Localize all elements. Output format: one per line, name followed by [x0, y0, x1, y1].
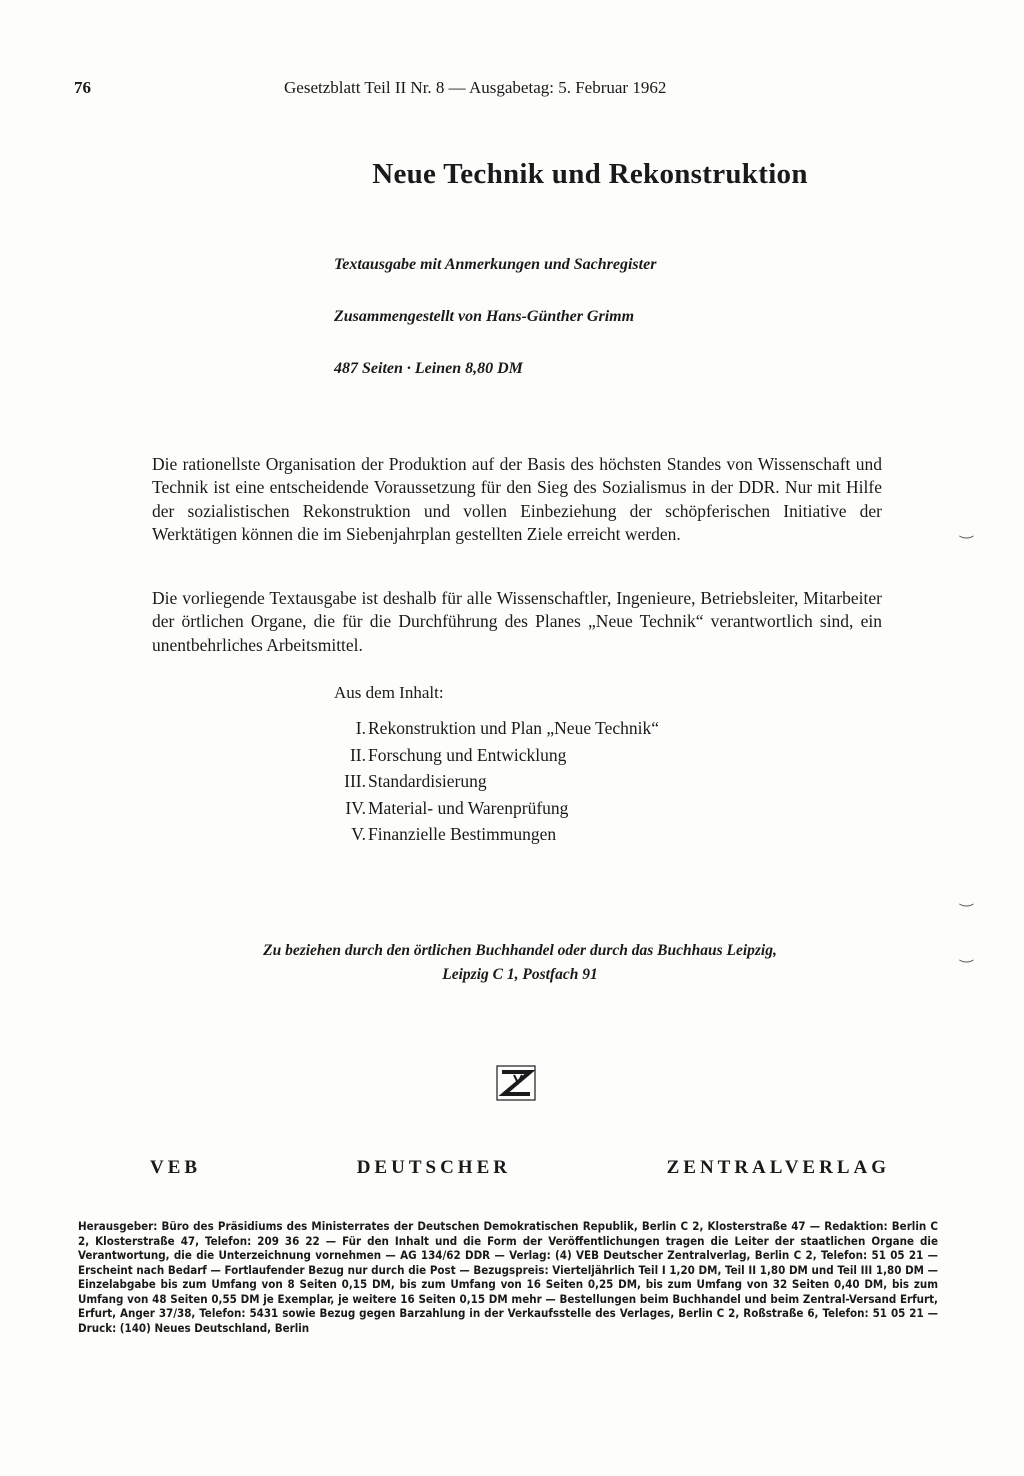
- contents-item-number: V.: [351, 824, 366, 844]
- page-header: [0, 78, 1024, 104]
- ordering-info-line-2: Leipzig C 1, Postfach 91: [442, 966, 598, 983]
- zv-logo-icon: [494, 1063, 538, 1103]
- running-head: Gesetzblatt Teil II Nr. 8 — Ausgabetag: 5. Februar 1962: [284, 78, 667, 97]
- publisher-name: VEB DEUTSCHER ZENTRALVERLAG: [150, 1157, 890, 1178]
- contents-item-label: Material- und Warenprüfung: [368, 797, 569, 818]
- margin-mark: ‿: [960, 890, 973, 907]
- imprint-block: Herausgeber: Büro des Präsidiums des Ministerrates der Deutschen Demokratischen Republik, Berlin C 2, Klosterstraße 47 — Redaktion: Berlin C 2, Klosterstraße 47, Telefon: 209 36 22 — Für den Inhalt und die Form der Veröffentlichungen tragen die Leiter der staatlichen Organe die Verantwortung, die die Unterzeichnung vornehmen — AG 134/62 DDR — Verlag: (4) VEB Deutscher Zentralverlag, Berlin C 2, Telefon: 51 05 21 — Erscheint nach Bedarf — Fortlaufender Bezug nur durch die Post — Bezugspreis: Vierteljährlich Teil I 1,20 DM, Teil II 1,80 DM und Teil III 1,80 DM — Einzelabgabe bis zum Umfang von 8 Seiten 0,15 DM, bis zum Umfang von 16 Seiten 0,25 DM, bis zum Umfang von 32 Seiten 0,40 DM, bis zum Umfang von 48 Seiten 0,55 DM je Exemplar, je weitere 16 Seiten 0,15 DM mehr — Bestellungen beim Buchhandel und beim Zentral-Versand Erfurt, Erfurt, Anger 37/38, Telefon: 5431 sowie Bezug gegen Barzahlung in der Verkaufsstelle des Verlages, Berlin C 2, Roßstraße 6, Telefon: 51 05 21 — Druck: (140) Neues Deutschland, Berlin: [78, 1219, 938, 1335]
- description-paragraph-1: Die rationellste Organisation der Produktion auf der Basis des höchsten Standes von Wissenschaft und Technik ist eine entscheidende Voraussetzung für den Sieg des Sozialismus in der DDR. Nur mit Hilfe der sozialistischen Rekonstruktion und vollen Einbeziehung der schöpferischen Initiative der Werktätigen können die im Siebenjahrplan gestellten Ziele erreicht werden.: [152, 453, 882, 544]
- page-number: 76: [74, 78, 91, 97]
- contents-item-number: II.: [349, 744, 366, 765]
- contents-item-number: III.: [344, 771, 366, 791]
- contents-item: [306, 771, 659, 798]
- book-details: 487 Seiten · Leinen 8,80 DM: [334, 360, 523, 377]
- contents-item: [306, 718, 659, 745]
- description-paragraph-2: Die vorliegende Textausgabe ist deshalb für alle Wissenschaftler, Ingenieure, Betriebsleiter, Mitarbeiter der örtlichen Organe, die für die Durchführung des Planes „Neue Technik“ verantwortlich sind, ein unentbehrliches Arbeitsmittel.: [152, 587, 882, 655]
- contents-item-label: Rekonstruktion und Plan „Neue Technik“: [368, 718, 660, 738]
- contents-item: [306, 824, 659, 851]
- contents-item-label: Standardisierung: [368, 771, 487, 791]
- contents-item-label: Finanzielle Bestimmungen: [368, 824, 557, 844]
- ordering-info-line-1: Zu beziehen durch den örtlichen Buchhandel oder durch das Buchhaus Leipzig,: [263, 942, 777, 959]
- book-title: Neue Technik und Rekonstruktion: [372, 158, 808, 190]
- book-subtitle: Textausgabe mit Anmerkungen und Sachregister: [334, 256, 657, 273]
- contents-heading: Aus dem Inhalt:: [334, 683, 444, 702]
- contents-item-label: Forschung und Entwicklung: [368, 744, 567, 765]
- contents-list: [306, 718, 659, 851]
- margin-mark: ‿: [960, 522, 973, 539]
- contents-item-number: IV.: [345, 797, 366, 818]
- margin-mark: ‿: [960, 946, 973, 963]
- contents-item: [306, 798, 659, 825]
- contents-item-number: I.: [355, 718, 366, 738]
- contents-item: [306, 745, 659, 772]
- book-compiler: Zusammengestellt von Hans-Günther Grimm: [334, 308, 635, 325]
